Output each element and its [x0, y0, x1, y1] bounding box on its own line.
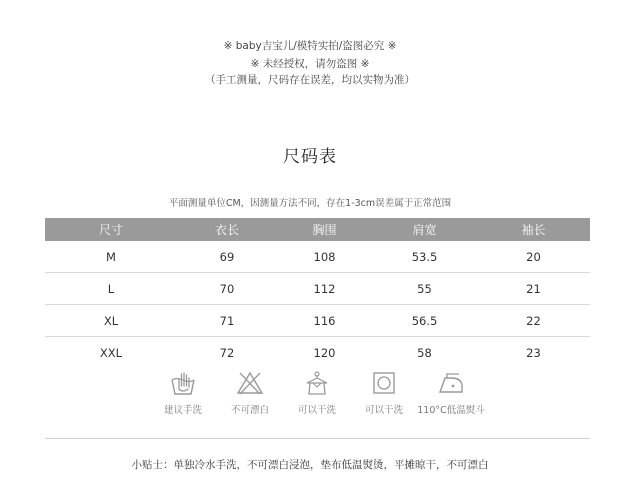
care-instructions: [152, 370, 485, 416]
header-shoulder: 肩宽: [372, 218, 477, 241]
notice-line-2: ※ 未经授权，请勿盗图 ※: [250, 58, 370, 70]
care-item: [219, 370, 281, 416]
care-tips: 小贴士：单独冷水手洗，不可漂白浸泡，垫布低温熨烫，平摊晾干，不可漂白: [131, 459, 489, 471]
care-item: [353, 370, 415, 416]
no-bleach-icon: [236, 370, 264, 396]
cell-shoulder: 56.5: [372, 305, 477, 337]
care-label: 110°C低温熨斗: [417, 405, 485, 416]
cell-sleeve: 23: [526, 345, 541, 360]
cell-length: 72: [219, 345, 235, 360]
cell-bust: 116: [277, 305, 372, 337]
divider: [45, 438, 590, 439]
cell-shoulder: 58: [417, 345, 432, 360]
cell-size: XL: [45, 305, 177, 337]
cell-size: M: [45, 241, 177, 273]
care-item: [286, 370, 348, 416]
tumble-dry-icon: [370, 370, 398, 396]
care-label: 可以干洗: [297, 405, 336, 416]
table-row: [45, 337, 590, 369]
header-sleeve: 袖长: [477, 218, 590, 241]
cell-sleeve: 21: [477, 273, 590, 305]
care-label: 不可漂白: [230, 405, 269, 416]
hand-wash-icon: [169, 370, 197, 396]
cell-length: 71: [177, 305, 277, 337]
page-title: 尺码表: [283, 147, 337, 167]
measurement-note: 平面测量单位CM，因测量方法不同，存在1-3cm误差属于正常范围: [168, 198, 452, 209]
table-row: [45, 241, 590, 273]
cell-bust: 112: [277, 273, 372, 305]
notice-line-3: （手工测量，尺码存在误差，均以实物为准）: [205, 74, 415, 86]
table-row: [45, 305, 590, 337]
cell-length: 69: [177, 241, 277, 273]
cell-bust: 108: [277, 241, 372, 273]
cell-length: 70: [177, 273, 277, 305]
size-table: [45, 218, 590, 368]
header-bust: 胸围: [277, 218, 372, 241]
hang-dry-icon: [303, 370, 331, 396]
notice-line-1: ※ baby吉宝儿/模特实拍/盗图必究 ※: [223, 40, 397, 52]
cell-size: L: [45, 273, 177, 305]
cell-shoulder: 55: [372, 273, 477, 305]
cell-sleeve: 22: [477, 305, 590, 337]
cell-bust: 120: [313, 345, 336, 360]
cell-shoulder: 53.5: [372, 241, 477, 273]
care-item: [152, 370, 214, 416]
header-length: 衣长: [177, 218, 277, 241]
table-row: [45, 273, 590, 305]
care-label: 可以干洗: [364, 405, 403, 416]
iron-icon: [437, 370, 465, 396]
table-header-row: [45, 218, 590, 241]
header-size: 尺寸: [45, 218, 177, 241]
cell-sleeve: 20: [477, 241, 590, 273]
cell-size: XXL: [99, 345, 123, 360]
care-label: 建议手洗: [163, 405, 202, 416]
care-item: [417, 370, 485, 416]
